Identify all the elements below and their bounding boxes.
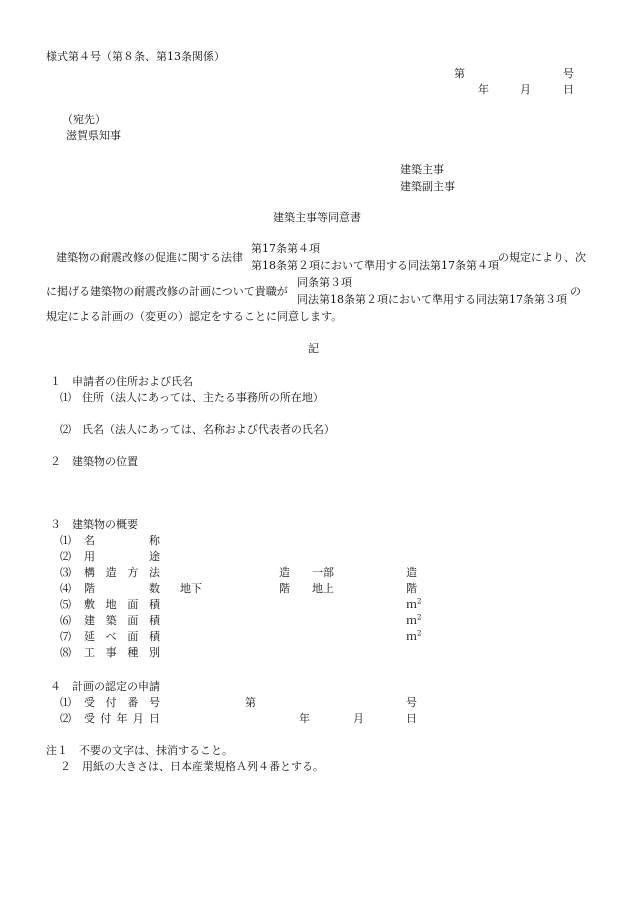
char: 付 bbox=[105, 696, 117, 709]
char: 方 bbox=[127, 566, 139, 579]
receipt-dai: 第 bbox=[245, 696, 256, 709]
row-label-site-area bbox=[84, 598, 160, 611]
date-year: 年 bbox=[478, 83, 489, 96]
document-title: 建築主事等同意書 bbox=[273, 211, 361, 224]
char: 地 bbox=[105, 598, 117, 611]
char: 受 bbox=[84, 696, 95, 709]
clause-b1: 同条第３項 bbox=[297, 276, 352, 289]
law-name: 建築物の耐震改修の促進に関する法律 bbox=[56, 251, 243, 264]
char: 種 bbox=[127, 646, 139, 659]
row-num: ⑴ bbox=[60, 696, 71, 709]
row-label-total-floor-area bbox=[84, 630, 160, 643]
section1-name: ⑵ 氏名（法人にあっては、名称および代表者の氏名） bbox=[60, 423, 335, 436]
date-day: 日 bbox=[563, 83, 574, 96]
section2-heading: ２ 建築物の位置 bbox=[50, 455, 138, 468]
char: 名 bbox=[84, 534, 95, 547]
receipt-year: 年 bbox=[299, 712, 310, 725]
char: 日 bbox=[149, 712, 160, 725]
body-line3: 規定による計画の（変更の）認定をすることに同意します。 bbox=[46, 310, 343, 323]
row-num: ⑷ bbox=[60, 582, 71, 595]
char: 築 bbox=[105, 614, 117, 627]
receipt-go: 号 bbox=[406, 696, 417, 709]
row-label-receipt-number bbox=[84, 696, 160, 709]
char: 構 bbox=[84, 566, 95, 579]
clause-a1: 第17条第４項 bbox=[251, 242, 320, 255]
char: 事 bbox=[105, 646, 117, 659]
char: 途 bbox=[149, 550, 160, 563]
unit-sup: 2 bbox=[417, 629, 422, 638]
char: 称 bbox=[149, 534, 160, 547]
row-label-name-part2 bbox=[149, 534, 160, 547]
row-label-use-part2 bbox=[149, 550, 160, 563]
char: 造 bbox=[105, 566, 117, 579]
row-label-work-type bbox=[84, 646, 160, 659]
unit-sup: 2 bbox=[417, 597, 422, 606]
row-num: ⑶ bbox=[60, 566, 71, 579]
clause-a2: 第18条第２項において準用する同法第17条第４項 bbox=[251, 259, 499, 272]
row-num: ⑻ bbox=[60, 646, 71, 659]
structure-ichibu: 一部 bbox=[312, 566, 334, 579]
char: 面 bbox=[127, 598, 139, 611]
site-area-unit bbox=[406, 598, 421, 611]
signer-deputy: 建築副主事 bbox=[400, 180, 455, 193]
char: 法 bbox=[148, 566, 160, 579]
clause-b2: 同法第18条第２項において準用する同法第17条第３項 bbox=[297, 293, 567, 306]
body-line2-lead: に掲げる建築物の耐震改修の計画について貴職が bbox=[46, 285, 288, 298]
char: 延 bbox=[84, 630, 95, 643]
structure-zo-2: 造 bbox=[406, 566, 417, 579]
note-1: 注１ 不要の文字は、抹消すること。 bbox=[46, 744, 233, 757]
unit-text: ｍ bbox=[406, 614, 417, 627]
char: 付 bbox=[100, 712, 112, 725]
floors-above-ground: 地上 bbox=[312, 582, 334, 595]
char: 敷 bbox=[84, 598, 95, 611]
row-num: ⑴ bbox=[60, 534, 71, 547]
number-dai: 第 bbox=[454, 67, 465, 80]
char: 階 bbox=[84, 582, 95, 595]
char: 月 bbox=[132, 712, 144, 725]
row-label-name-part1 bbox=[84, 534, 95, 547]
note-2: ２ 用紙の大きさは、日本産業規格Ａ列４番とする。 bbox=[60, 760, 324, 773]
number-go: 号 bbox=[563, 67, 574, 80]
signer-chief: 建築主事 bbox=[400, 163, 444, 176]
char: 用 bbox=[84, 550, 95, 563]
char: 年 bbox=[116, 712, 128, 725]
addressee-prefix: （宛先） bbox=[62, 113, 106, 126]
floors-kai-1: 階 bbox=[279, 582, 290, 595]
row-label-floors-part1 bbox=[84, 582, 95, 595]
char: 番 bbox=[127, 696, 139, 709]
building-area-unit bbox=[406, 614, 421, 627]
char: 建 bbox=[84, 614, 95, 627]
addressee-name: 滋賀県知事 bbox=[66, 129, 121, 142]
char: 積 bbox=[148, 614, 160, 627]
row-label-use-part1 bbox=[84, 550, 95, 563]
row-num: ⑺ bbox=[60, 630, 71, 643]
receipt-day: 日 bbox=[406, 712, 417, 725]
total-floor-area-unit bbox=[406, 630, 421, 643]
receipt-month: 月 bbox=[353, 712, 364, 725]
unit-text: ｍ bbox=[406, 630, 417, 643]
date-month: 月 bbox=[520, 83, 531, 96]
row-label-building-area bbox=[84, 614, 160, 627]
row-num: ⑵ bbox=[60, 712, 71, 725]
after-clause-b: の bbox=[570, 285, 581, 298]
char: 受 bbox=[84, 712, 95, 725]
unit-text: ｍ bbox=[406, 598, 417, 611]
section3-heading: ３ 建築物の概要 bbox=[50, 518, 138, 531]
section1-address: ⑴ 住所（法人にあっては、主たる事務所の所在地） bbox=[60, 391, 324, 404]
row-num: ⑹ bbox=[60, 614, 71, 627]
section4-heading: ４ 計画の認定の申請 bbox=[50, 680, 160, 693]
form-label: 様式第４号（第８条、第13条関係） bbox=[46, 50, 225, 63]
char: 積 bbox=[148, 630, 160, 643]
structure-zo-1: 造 bbox=[279, 566, 290, 579]
row-label-structure bbox=[84, 566, 160, 579]
char: 数 bbox=[149, 582, 160, 595]
ki-marker: 記 bbox=[308, 342, 319, 355]
floors-underground: 地下 bbox=[180, 582, 202, 595]
row-num: ⑸ bbox=[60, 598, 71, 611]
char: 積 bbox=[148, 598, 160, 611]
row-label-receipt-date bbox=[84, 712, 160, 725]
char: 別 bbox=[148, 646, 160, 659]
char: 面 bbox=[127, 630, 139, 643]
floors-kai-2: 階 bbox=[406, 582, 417, 595]
char: 工 bbox=[84, 646, 95, 659]
char: べ bbox=[105, 630, 117, 643]
after-clause-a: の規定により、次 bbox=[498, 251, 586, 264]
row-num: ⑵ bbox=[60, 550, 71, 563]
char: 面 bbox=[127, 614, 139, 627]
row-label-floors-part2 bbox=[149, 582, 160, 595]
section1-heading: １ 申請者の住所および氏名 bbox=[50, 375, 193, 388]
char: 号 bbox=[148, 696, 160, 709]
unit-sup: 2 bbox=[417, 613, 422, 622]
